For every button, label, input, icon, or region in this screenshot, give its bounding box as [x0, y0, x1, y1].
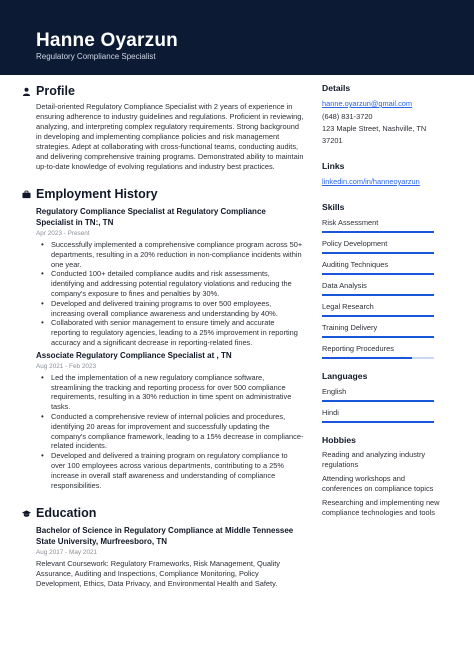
hobby-item: Attending workshops and conferences on compliance topics	[322, 473, 434, 493]
coursework-text: Relevant Coursework: Regulatory Frameworks, Risk Management, Quality Assurance, Auditing and Inspections, Compliance Monitoring, Policy Development, Ethics, Data Privacy, and Environmental Health and Safety.	[36, 559, 280, 589]
hobbies-heading: Hobbies	[322, 434, 356, 445]
skills-heading: Skills	[322, 201, 345, 212]
language-level-bar	[322, 400, 434, 402]
list-item: • Developed and delivered training programs to over 500 employees, increasing overall compliance awareness and understanding by 40%.	[36, 299, 304, 319]
skill-level-bar	[322, 315, 434, 317]
skill-level-fill	[322, 357, 412, 359]
education-entry	[36, 525, 304, 589]
skills-list	[322, 216, 442, 359]
job-title: Regulatory Compliance Specialist at Regulatory Compliance Specialist in TN:, TN	[36, 207, 266, 227]
languages-list	[322, 385, 442, 423]
resume-header	[0, 0, 474, 75]
profile-heading	[22, 82, 304, 100]
skill-level-fill	[322, 315, 434, 317]
briefcase-icon	[22, 190, 31, 199]
graduation-cap-icon	[22, 509, 31, 518]
skill-level-bar	[322, 294, 434, 296]
language-level-bar	[322, 421, 434, 423]
list-item: • Led the implementation of a new regulatory compliance software, streamlining the tracking and reporting process for over 500 compliance requirements, resulting in a 30% reduction in time spent on administrative tasks.	[36, 373, 304, 412]
language-name: Hindi	[322, 407, 339, 417]
employment-section	[22, 185, 304, 490]
employment-heading-label: Employment History	[36, 187, 158, 201]
employment-heading	[22, 185, 304, 203]
hobby-item: Reading and analyzing industry regulations	[322, 449, 426, 469]
candidate-role: Regulatory Compliance Specialist	[36, 52, 156, 61]
education-heading	[22, 504, 304, 522]
skill-level-fill	[322, 294, 434, 296]
skill-item	[322, 279, 442, 296]
address-text: 123 Maple Street, Nashville, TN 37201	[322, 124, 427, 145]
profile-heading-label: Profile	[36, 84, 75, 98]
skill-name: Auditing Techniques	[322, 259, 389, 269]
education-section	[22, 504, 304, 589]
skill-name: Policy Development	[322, 238, 388, 248]
language-level-fill	[322, 421, 434, 423]
phone-text: (648) 831-3720	[322, 111, 373, 121]
list-item: • Conducted a comprehensive review of internal policies and procedures, identifying 20 areas for improvement and successfully updating the company's compliance framework, leading to a 15% decrease in compliance-related incidents.	[36, 412, 304, 451]
main-column	[22, 82, 304, 589]
job-dates: Aug 2021 - Feb 2023	[36, 362, 97, 370]
job-entry	[36, 206, 304, 348]
hobbies-section	[322, 434, 442, 518]
language-item	[322, 385, 442, 402]
skill-level-bar	[322, 231, 434, 233]
skill-item	[322, 258, 442, 275]
job-entry	[36, 350, 304, 491]
list-item: • Developed and delivered a training program on regulatory compliance to over 100 employees across various departments, contributing to a 25% increase in overall staff awareness and understanding of compliance responsibilities.	[36, 451, 304, 490]
hobby-item: Researching and implementing new compliance technologies and tools	[322, 497, 440, 517]
skill-level-bar	[322, 252, 434, 254]
skill-level-bar	[322, 357, 434, 359]
languages-section	[322, 370, 442, 423]
language-level-fill	[322, 400, 434, 402]
skill-name: Risk Assessment	[322, 217, 379, 227]
skill-level-fill	[322, 336, 434, 338]
sidebar	[322, 82, 442, 522]
skill-level-bar	[322, 336, 434, 338]
language-name: English	[322, 386, 347, 396]
skill-level-bar	[322, 273, 434, 275]
skill-item	[322, 342, 442, 359]
skill-item	[322, 216, 442, 233]
links-section	[322, 160, 442, 189]
person-icon	[22, 87, 31, 96]
skill-level-fill	[322, 273, 434, 275]
skill-item	[322, 321, 442, 338]
skill-item	[322, 300, 442, 317]
skill-name: Legal Research	[322, 301, 374, 311]
linkedin-link[interactable]: linkedin.com/in/hanneoyarzun	[322, 177, 420, 186]
list-item: • Successfully implemented a comprehensive compliance program across 50+ departments, resulting in a 20% reduction in non-compliance incidents within one year.	[36, 240, 304, 269]
profile-text: Detail-oriented Regulatory Compliance Specialist with 2 years of experience in ensuring adherence to industry guidelines and regulations. Proficient in reviewing, analyzing, and interpreting complex regulatory requirements. Strong background in developing and implementing compliance policies and risk management strategies. Adept at collaborating with cross-functional teams, conducting audits, and delivering comprehensive training programs. Demonstrated ability to maintain up-to-date knowledge of evolving regulations and industry best practices.	[36, 102, 304, 171]
skill-name: Reporting Procedures	[322, 343, 394, 353]
education-dates: Aug 2017 - May 2021	[36, 549, 98, 557]
list-item: • Collaborated with senior management to ensure timely and accurate reporting to regulatory agencies, leading to a 25% improvement in reporting accuracy and a significant decrease in reporting-related fines.	[36, 318, 304, 347]
skill-name: Data Analysis	[322, 280, 367, 290]
skill-level-fill	[322, 231, 434, 233]
job-bullets	[36, 240, 304, 348]
job-bullets	[36, 373, 304, 491]
job-title: Associate Regulatory Compliance Specialist at , TN	[36, 350, 232, 360]
profile-section	[22, 82, 304, 172]
degree-title: Bachelor of Science in Regulatory Compliance at Middle Tennessee State University, Murfreesboro, TN	[36, 526, 294, 547]
skill-level-fill	[322, 252, 434, 254]
education-heading-label: Education	[36, 506, 97, 521]
languages-heading: Languages	[322, 370, 368, 381]
details-heading: Details	[322, 83, 351, 93]
details-section	[322, 82, 442, 147]
language-item	[322, 406, 442, 423]
skill-name: Training Delivery	[322, 322, 378, 332]
job-dates: Apr 2023 - Present	[36, 230, 90, 237]
email-link[interactable]: hanne.oyarzun@gmail.com	[322, 99, 413, 108]
candidate-name: Hanne Oyarzun	[36, 30, 178, 51]
list-item: • Conducted 100+ detailed compliance audits and risk assessments, identifying and addressing potential regulatory violations and reducing the company's exposure to fines and penalties by 30%.	[36, 269, 304, 298]
links-heading: Links	[322, 161, 345, 171]
skills-section	[322, 201, 442, 359]
skill-item	[322, 237, 442, 254]
